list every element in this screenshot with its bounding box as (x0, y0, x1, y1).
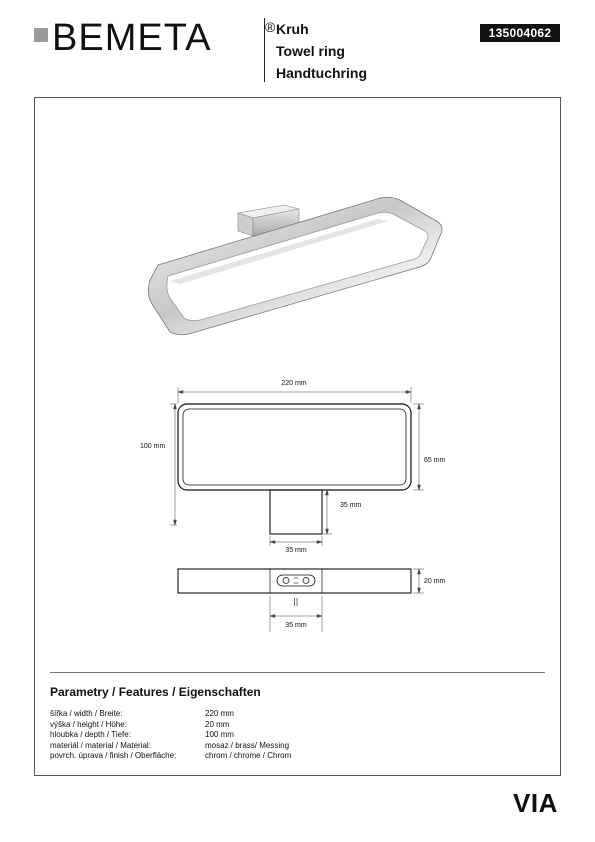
feature-row (50, 720, 291, 731)
product-render (148, 197, 442, 335)
side-ring-outline (178, 569, 411, 593)
feature-row (50, 709, 291, 720)
feature-label: hloubka / depth / Tiefe: (50, 730, 131, 739)
feature-row (50, 730, 291, 741)
dim-ring-height-label: 65 mm (424, 457, 446, 464)
ring-outer-outline (178, 404, 411, 490)
registered-mark: ® (265, 19, 276, 35)
side-view (178, 569, 411, 606)
features-table (50, 709, 291, 762)
feature-row (50, 751, 291, 762)
wall-mount-block (270, 490, 322, 534)
dim-side-height-label: 20 mm (424, 578, 446, 585)
series-name: VIA (513, 788, 558, 818)
product-code: 135004062 (480, 24, 560, 42)
title-cz: Kruh (276, 21, 309, 37)
feature-label: povrch. úprava / finish / Oberfläche: (50, 751, 177, 760)
feature-value: 20 mm (205, 719, 230, 729)
features-heading: Parametry / Features / Eigenschaften (50, 685, 261, 699)
features-divider (50, 672, 545, 673)
dim-height-label: 100 mm (140, 443, 166, 450)
front-view (178, 404, 411, 534)
feature-value: mosaz / brass/ Messing (205, 740, 290, 750)
ring-inner-outline (183, 409, 406, 485)
title-de: Handtuchring (276, 65, 367, 81)
feature-value: 100 mm (205, 730, 234, 739)
feature-row (50, 741, 291, 752)
screw-hole-left (283, 578, 289, 584)
front-dimensions (170, 387, 424, 546)
dim-mount-depth-label: 35 mm (340, 502, 362, 509)
feature-value: 220 mm (205, 709, 234, 718)
dim-mount-width-front-label: 35 mm (285, 547, 307, 554)
feature-label: šířka / width / Breite: (50, 709, 123, 718)
screw-hole-right (303, 578, 309, 584)
title-en: Towel ring (276, 43, 345, 59)
feature-label: materiál / material / Material: (50, 740, 151, 750)
brand-name: BEMETA (52, 17, 212, 59)
feature-value: chrom / chrome / Chrom (205, 751, 292, 760)
dim-mount-width-side-label: 35 mm (285, 622, 307, 629)
feature-label: výška / height / Höhe: (50, 719, 127, 729)
dim-width-label: 220 mm (281, 380, 307, 387)
